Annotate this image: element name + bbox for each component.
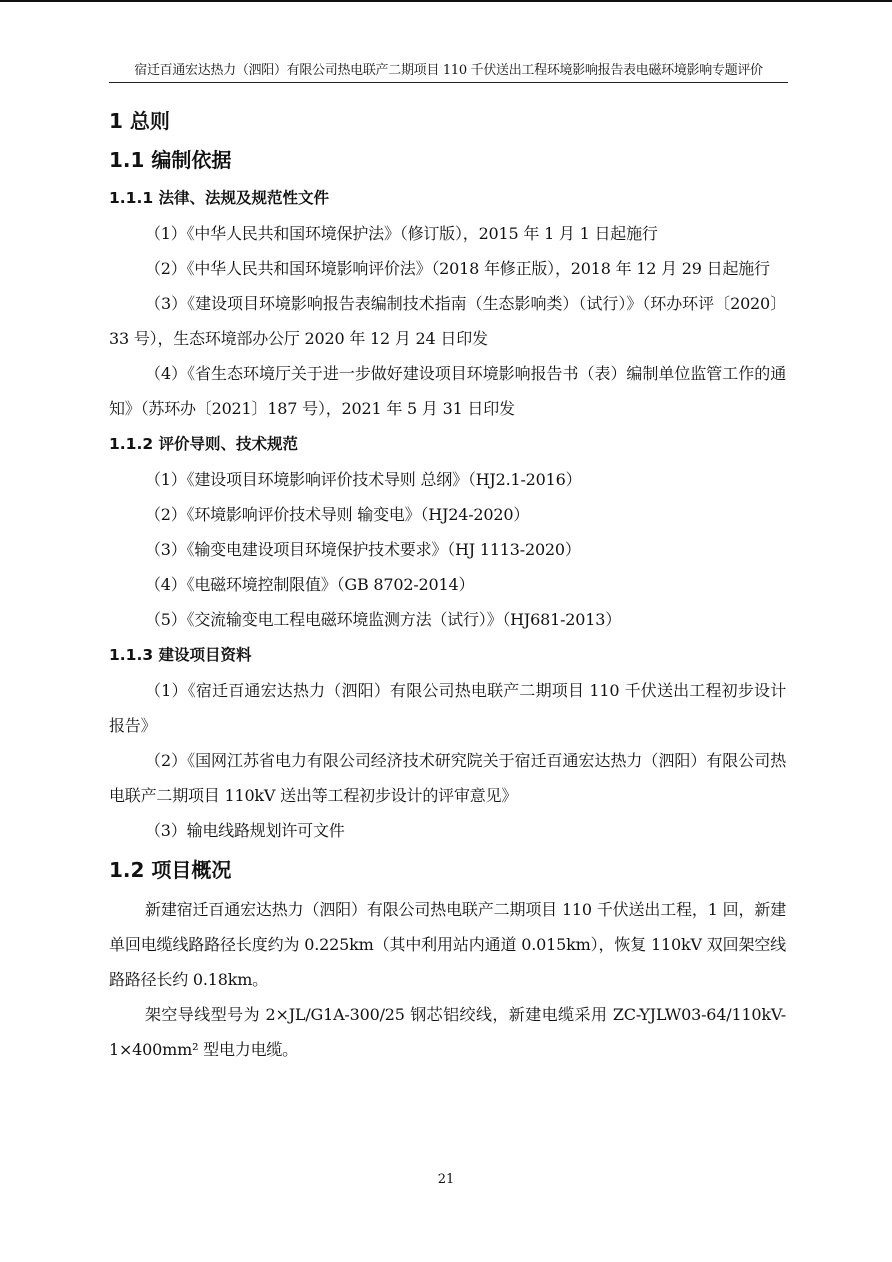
list-item: （4）《电磁环境控制限值》（GB 8702-2014） (145, 575, 475, 594)
section-1-1-3-heading: 1.1.3 建设项目资料 (109, 646, 252, 664)
list-item: （3）《输变电建设项目环境保护技术要求》（HJ 1113-2020） (145, 540, 581, 559)
list-item: （2）《环境影响评价技术导则 输变电》（HJ24-2020） (145, 505, 530, 524)
section-1-1-heading: 1.1 编制依据 (109, 148, 232, 172)
list-item: （5）《交流输变电工程电磁环境监测方法（试行）》（HJ681-2013） (145, 610, 622, 629)
section-1-1-2-heading: 1.1.2 评价导则、技术规范 (109, 435, 299, 453)
section-1-heading: 1 总则 (109, 109, 170, 133)
section-1-1-1-heading: 1.1.1 法律、法规及规范性文件 (109, 189, 330, 207)
list-item: （4）《省生态环境厅关于进一步做好建设项目环境影响报告书（表）编制单位监管工作的通知》（苏环办〔2021〕187 号），2021 年 5 月 31 日印发 (109, 364, 786, 418)
list-item: （3）输电线路规划许可文件 (145, 821, 345, 840)
list-item: （3）《建设项目环境影响报告表编制技术指南（生态影响类）（试行）》（环办环评〔2020〕33 号），生态环境部办公厅 2020 年 12 月 24 日印发 (109, 294, 786, 348)
page-number: 21 (437, 1172, 455, 1187)
top-border-line (0, 0, 892, 2)
list-item: （1）《中华人民共和国环境保护法》（修订版），2015 年 1 月 1 日起施行 (145, 224, 658, 243)
list-item: （2）《国网江苏省电力有限公司经济技术研究院关于宿迁百通宏达热力（泗阳）有限公司热电联产二期项目 110kV 送出等工程初步设计的评审意见》 (109, 751, 786, 805)
running-header: 宿迁百通宏达热力（泗阳）有限公司热电联产二期项目 110 千伏送出工程环境影响报告表电磁环境影响专题评价 (109, 62, 788, 83)
page-body (109, 104, 786, 1067)
paragraph: 新建宿迁百通宏达热力（泗阳）有限公司热电联产二期项目 110 千伏送出工程，1 回，新建单回电缆线路路径长度约为 0.225km（其中利用站内通道 0.015km），恢复 110kV 双回架空线路路径长约 0.18km。 (109, 900, 786, 989)
list-item: （1）《宿迁百通宏达热力（泗阳）有限公司热电联产二期项目 110 千伏送出工程初步设计报告》 (109, 681, 786, 735)
list-item: （2）《中华人民共和国环境影响评价法》（2018 年修正版），2018 年 12 月 29 日起施行 (145, 259, 770, 278)
paragraph: 架空导线型号为 2×JL/G1A-300/25 钢芯铝绞线，新建电缆采用 ZC-YJLW03-64/110kV-1×400mm² 型电力电缆。 (109, 1005, 786, 1059)
list-item: （1）《建设项目环境影响评价技术导则 总纲》（HJ2.1-2016） (145, 470, 582, 489)
section-1-2-heading: 1.2 项目概况 (109, 858, 232, 882)
